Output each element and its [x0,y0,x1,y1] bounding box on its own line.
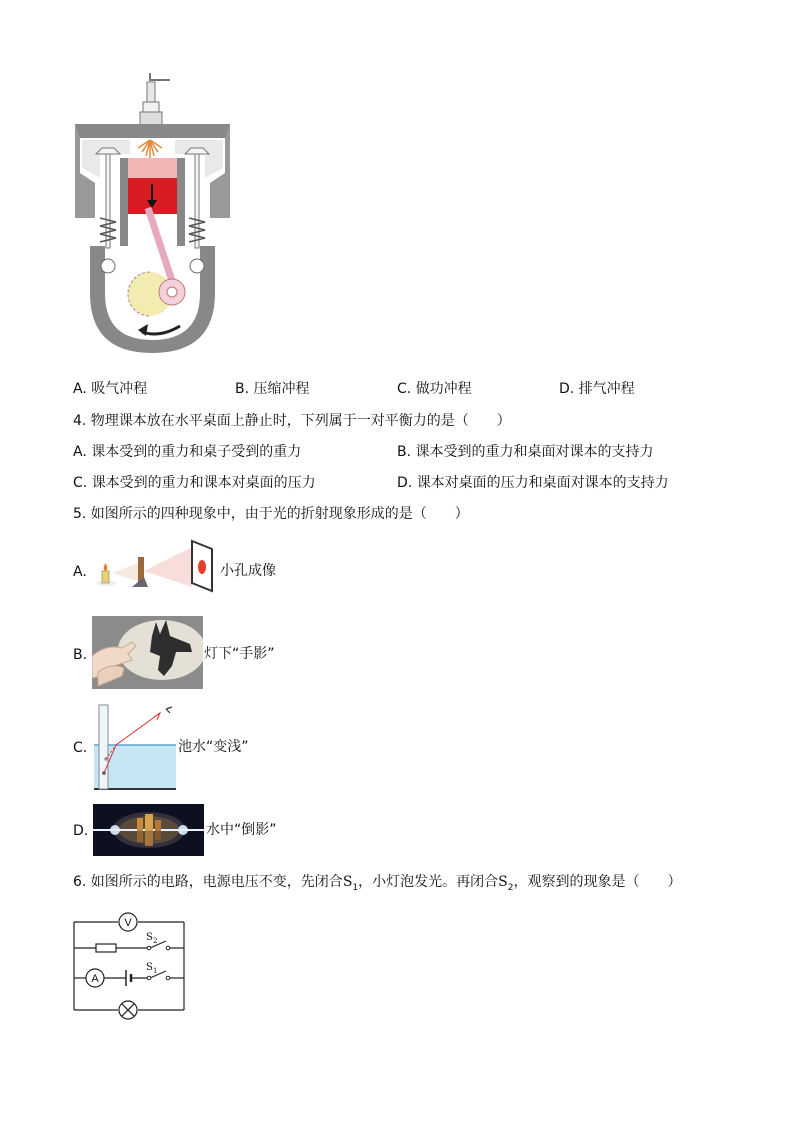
hand-shadow-image [92,616,203,689]
voltmeter-label: V [124,917,132,929]
q5-option-d-letter: D. [73,823,89,839]
q5-option-c-letter: C. [73,740,88,756]
q5-stem: 5. 如图所示的四种现象中，由于光的折射现象形成的是（ ） [73,506,469,522]
q3-option-d: D. 排气冲程 [559,381,635,397]
switch-s2-symbol: $S_2$ [498,874,514,893]
q5-option-d-text: 水中“倒影” [206,822,277,838]
q4-option-a: A. 课本受到的重力和桌子受到的重力 [73,444,302,460]
switch-s1-symbol: $S_1$ [342,874,359,893]
q4-option-b: B. 课本受到的重力和桌面对课本的支持力 [397,444,654,460]
switch-s1-subscript: 1 [153,967,158,975]
switch-s2-label: S [146,932,153,943]
engine-diagram [70,68,235,363]
q5-option-a-letter: A. [73,564,87,580]
q3-option-b: B. 压缩冲程 [235,381,310,397]
q4-option-c: C. 课本受到的重力和课本对桌面的压力 [73,475,316,491]
q5-option-c-text: 池水“变浅” [178,739,249,755]
q6-stem: 6. 如图所示的电路，电源电压不变，先闭合$S_1$，小灯泡发光。再闭合$S_2$，观察到的现象是（ ） [73,874,682,893]
q5-option-a-text: 小孔成像 [220,563,276,579]
pool-refraction-image [94,703,178,791]
q4-stem: 4. 物理课本放在水平桌面上静止时，下列属于一对平衡力的是（ ） [73,413,511,429]
q3-option-a: A. 吸气冲程 [73,381,148,397]
water-reflection-image [93,804,204,856]
q5-option-b-text: 灯下“手影” [204,646,275,662]
ammeter-label: A [91,973,99,985]
q5-option-b-letter: B. [73,647,88,663]
switch-s2-subscript: 2 [153,937,158,945]
q3-option-c: C. 做功冲程 [397,381,472,397]
q4-option-d: D. 课本对桌面的压力和桌面对课本的支持力 [397,475,669,491]
pinhole-camera-image [92,537,220,595]
circuit-diagram [70,910,190,1022]
switch-s1-label: S [146,962,153,973]
